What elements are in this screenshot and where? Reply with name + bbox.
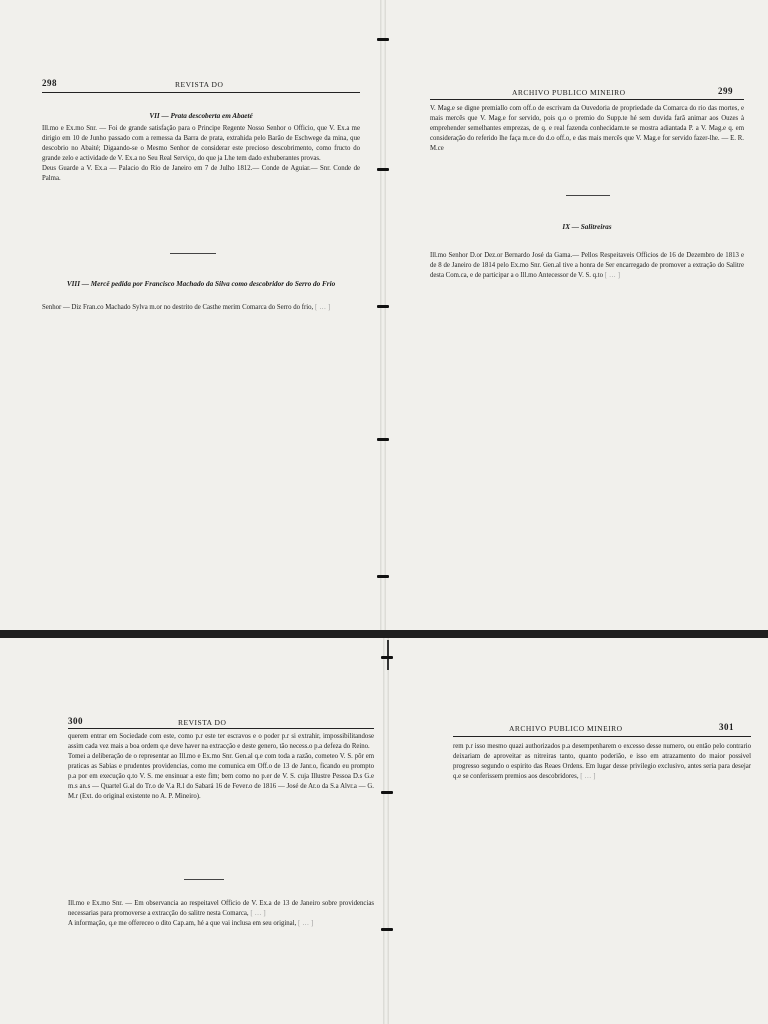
bottom-left-page — [0, 638, 386, 1024]
section-heading-vii: VII — Prata descoberta em Abaeté — [149, 112, 253, 120]
page-number: 301 — [719, 722, 734, 732]
binding-mark — [381, 791, 393, 794]
section-vii-closing: Deus Guarde a V. Ex.a — Palacio do Rio de Janeiro em 7 de Julho 1812.— Conde de Aguiar.— Snr. Conde de Palma. — [42, 165, 360, 183]
section-divider — [170, 253, 216, 254]
paragraph-1: rem p.r isso mesmo quazi authorizados p.a desempenharem o excesso desse numero, ou então pelo contrario deixariam de aproveitar as nitreiras tanto, quanto poderião, e isso em atrazamento do maior possivel progresso segundo o espirito das Reaes Ordens. Em lugar desse privilegio exclusivo, antes seria para desejar q.e se conferissem premios aos descobridores, — [453, 743, 751, 781]
illegible-text-gap: […] — [314, 304, 333, 311]
section-vii-paragraph: Ill.mo e Ex.mo Snr. — Foi de grande satisfação para o Principe Regente Nosso Senhor o Officio, que V. Ex.a me dirigio em 10 de Junho passado com a remessa da Barra de prata, extrahida pelo Barão de Eschwege da mina, que descobrio no Abaité; Digaando-se o Mesmo Senhor de considerar este precioso descobrimento, como fructo do grande zelo e actividade de V. Ex.a no Seu Real Serviço, do que ja Lhe tem dado exhuberantes provas. — [42, 125, 360, 163]
section-heading-viii: VIII — Mercê pedida por Francisco Machado da Silva como descobridor do Serro do Frio — [66, 280, 336, 288]
running-head: REVISTA DO — [175, 80, 224, 89]
illegible-text-gap: […] — [250, 910, 268, 918]
page-number: 298 — [42, 78, 57, 88]
page-300-text-continued — [68, 899, 374, 929]
illegible-text-gap: […] — [297, 920, 316, 928]
paragraph-4: A informação, q.e me offereceo o dito Cap.am, hé a que vai inclusa em seu original, — [68, 920, 297, 928]
page-301-text — [453, 742, 751, 782]
running-head: REVISTA DO — [178, 718, 227, 727]
section-ix-text — [430, 251, 744, 281]
binding-mark — [381, 928, 393, 931]
page-number: 300 — [68, 716, 83, 726]
page-300-text — [68, 732, 374, 802]
page-number: 299 — [718, 86, 733, 96]
binding-mark — [377, 575, 389, 578]
binding-thread — [387, 640, 389, 670]
binding-mark — [377, 168, 389, 171]
header-rule — [453, 736, 751, 737]
intro-text: V. Mag.e se digne premiallo com off.o de escrivam da Ouvedoria de propriedade da Comarca do rio das mortes, e mais mercês que V. Mag.e for servido, pois q.o o premio do Supp.te hé sem duvida farã animar aos Ouzes à emprehender semelhantes emprezas, de q. e real fazenda conhecidam.te se mostra adiantada P. a V. Mag.e q. em consideração do referido lhe faça m.ce do d.o off.o, e das mais mercês que V. Mag.e for servido fazer-lhe. — E. R. M.ce — [430, 105, 744, 153]
section-ix-paragraph: Ill.mo Senhor D.or Dez.or Bernardo José da Gama.— Pellos Respeitaveis Officios de 16 de Dezembro de 1813 e de 8 de Janeiro de 1814 pelo Ex.mo Snr. Gen.al tive a honra de Ser encarregado de promover a extração do Salitre desta Com.ca, e de participar a o Ill.mo Antecessor de V. S. q.to — [430, 252, 744, 280]
spread-separator — [0, 630, 768, 638]
top-right-page — [386, 0, 768, 630]
binding-mark — [377, 305, 389, 308]
illegible-text-gap: […] — [580, 773, 598, 781]
running-head: ARCHIVO PUBLICO MINEIRO — [512, 88, 626, 97]
bottom-right-page — [389, 638, 768, 1024]
running-head: ARCHIVO PUBLICO MINEIRO — [509, 724, 623, 733]
header-rule — [42, 92, 360, 93]
binding-mark — [377, 38, 389, 41]
section-heading-ix: IX — Salitreiras — [562, 223, 612, 231]
illegible-text-gap: […] — [604, 272, 623, 280]
header-rule — [430, 99, 744, 100]
top-left-page — [0, 0, 383, 630]
binding-mark — [381, 656, 393, 659]
section-divider — [566, 195, 610, 196]
binding-mark — [377, 438, 389, 441]
section-viii-paragraph: Senhor — Diz Fran.co Machado Sylva m.or no destrito de Casthe merim Comarca do Serro do frio, — [42, 304, 314, 311]
section-vii-text — [42, 124, 360, 184]
paragraph-1: querem entrar em Sociedade com este, como p.r este ter escravos e o poder p.r si extrahir, impossibilitandose assim cada vez mais a boa ordem q.e deve haver na extracção e deste genero, tão necess.o p.a defeza do Reino. — [68, 733, 374, 751]
section-divider — [184, 879, 224, 880]
section-viii-text — [42, 303, 360, 313]
paragraph-3: Ill.mo e Ex.mo Snr. — Em observancia ao respeitavel Officio de V. Ex.a de 13 de Janeiro sobre providencias necessarias para promoverse a extracção do salitre nesta Comarca, — [68, 900, 374, 918]
paragraph-2: Tomei a deliberação de o representar ao Ill.mo e Ex.mo Snr. Gen.al q.e com toda a razão, cometeo V. S. pôr em praticas as Sabias e prudentes providencias, como me comunica em Off.o de 13 de Janr.o, ficando eu prompto p.a por em execução q.to V. S. me ensinuar a este fim; bem como no p.er de V. S. cuja Illustre Pessoa D.s G.e m.s an.s — Quartel G.al do Tr.o de V.a R.l do Sabará 16 de Fever.o de 1816 — José de Ar.o da S.a Alvr.a — G. M.r (Ext. do original existente no A. P. Mineiro). — [68, 753, 374, 801]
header-rule — [68, 728, 374, 729]
